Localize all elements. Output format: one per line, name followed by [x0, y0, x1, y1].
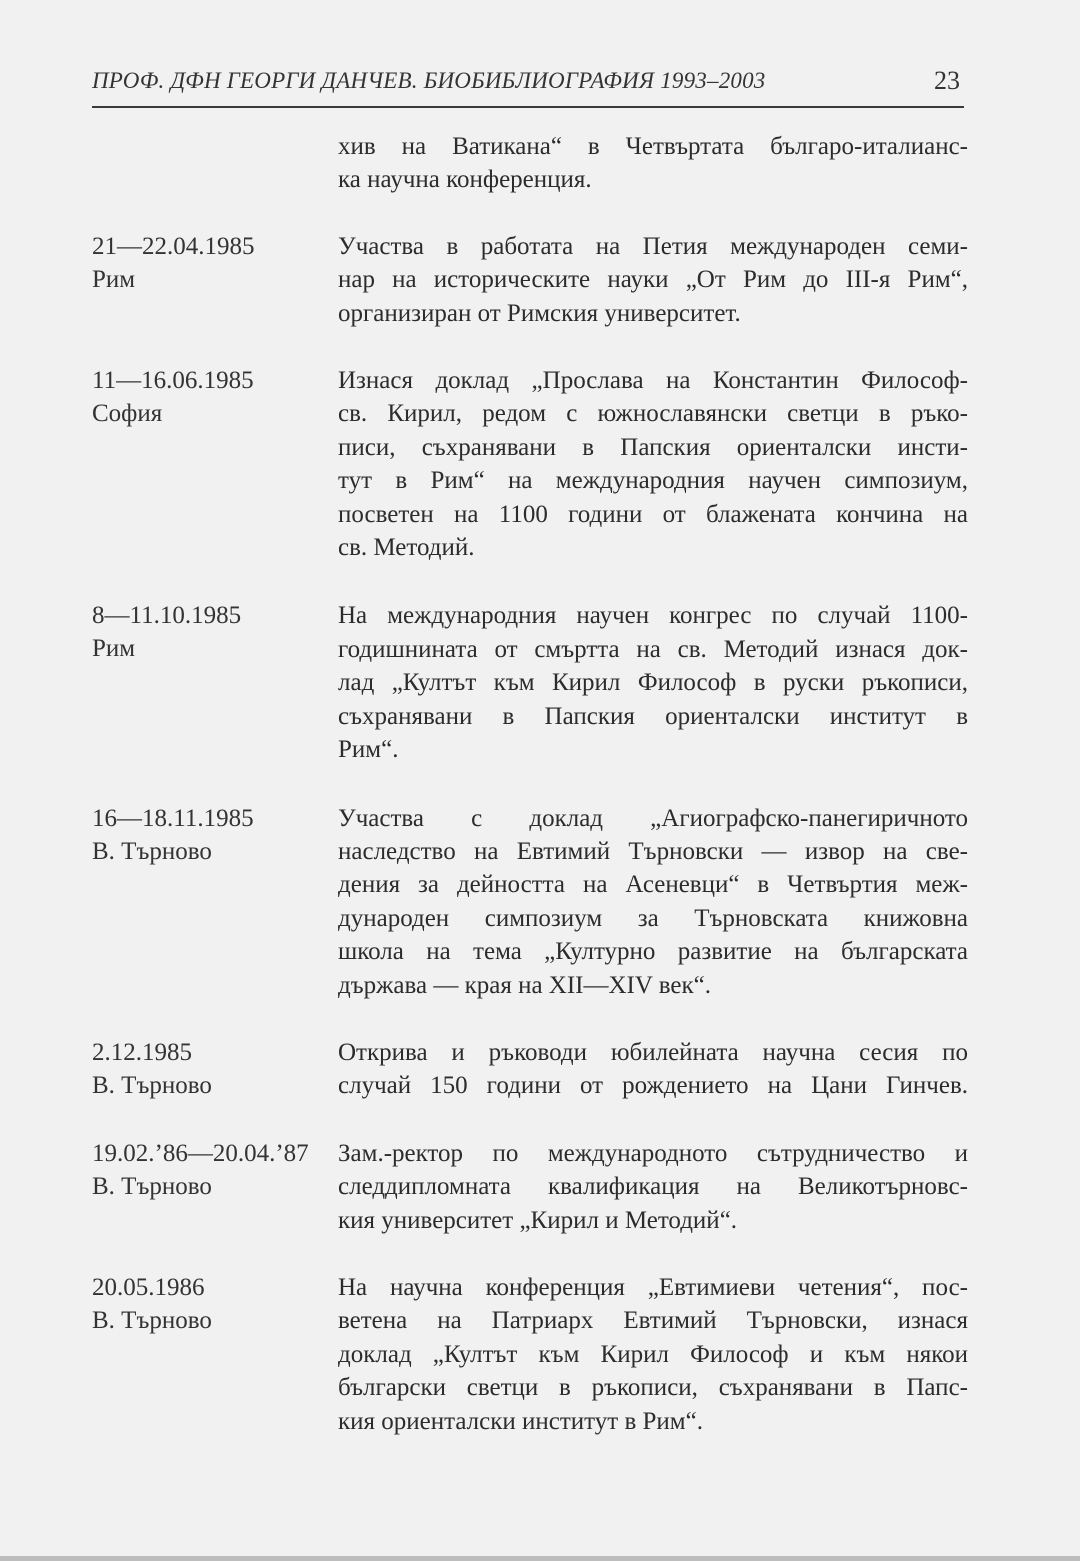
entry-meta — [92, 230, 338, 330]
entry-text-line: посветен на 1100 години от блажената кончина на — [338, 500, 968, 528]
entry-text-line: организиран от Римския университет. — [338, 299, 741, 327]
entry-text-line: нар на историческите науки „От Рим до III-я Рим“, — [338, 266, 968, 294]
entry-date: 2.12.1985 — [92, 1038, 192, 1066]
entry-meta — [92, 802, 338, 1002]
entry-meta — [92, 130, 338, 197]
entry-text-line: На научна конференция „Евтимиеви четения“, пос- — [338, 1273, 968, 1301]
entry-meta — [92, 364, 338, 564]
entry-date: 8—11.10.1985 — [92, 602, 242, 630]
entry-text — [338, 364, 968, 564]
chronology-entry — [92, 802, 968, 1002]
entry-text-line: тут в Рим“ на международния научен симпозиум, — [338, 467, 968, 495]
entry-meta — [92, 1036, 338, 1103]
entry-text-line: годишнината от смъртта на св. Методий изнася док- — [338, 635, 968, 663]
running-header — [92, 66, 964, 108]
entry-text-line: св. Кирил, редом с южнославянски светци в ръко- — [338, 400, 968, 428]
chronology-entry — [92, 599, 968, 766]
entry-place: В. Търново — [92, 1306, 212, 1334]
entry-place: София — [92, 400, 163, 428]
entry-text-line: кия ориенталски институт в Рим“. — [338, 1407, 703, 1435]
entry-text-line: ка научна конференция. — [338, 166, 592, 194]
entry-text — [338, 1137, 968, 1237]
entry-meta — [92, 1271, 338, 1438]
entry-date: 16—18.11.1985 — [92, 804, 254, 832]
entry-place: В. Търново — [92, 1071, 212, 1099]
entry-text — [338, 802, 968, 1002]
entry-text-line: Открива и ръководи юбилейната научна сесия по — [338, 1038, 968, 1066]
entry-text-line: Участва в работата на Петия международен семи- — [338, 232, 968, 260]
running-header-title: ПРОФ. ДФН ГЕОРГИ ДАНЧЕВ. БИОБИБЛИОГРАФИЯ 1993–2003 — [92, 68, 766, 93]
entry-text-line: държава — края на XII—XIV век“. — [338, 971, 711, 999]
entry-text-line: съхранявани в Папския ориенталски институт в — [338, 702, 968, 730]
entry-text-line: доклад „Култът към Кирил Философ и към някои — [338, 1340, 968, 1368]
entry-text-line: школа на тема „Културно развитие на българската — [338, 938, 968, 966]
entry-text-line: писи, съхранявани в Папския ориенталски инсти- — [338, 433, 968, 461]
entry-text-line: ветена на Патриарх Евтимий Търновски, изнася — [338, 1307, 968, 1335]
entry-text — [338, 230, 968, 330]
entry-text-line: български светци в ръкописи, съхранявани в Папс- — [338, 1374, 968, 1402]
entry-text — [338, 130, 968, 197]
entry-text-line: наследство на Евтимий Търновски — извор на све- — [338, 837, 968, 865]
entry-text-line: дународен симпозиум за Търновската книжовна — [338, 904, 968, 932]
entry-text-line: Участва с доклад „Агиографско-панегиричното — [338, 804, 968, 832]
entry-place — [92, 163, 338, 196]
chronology-entry — [92, 230, 968, 330]
chronology-list — [92, 130, 968, 1438]
entry-text — [338, 1036, 968, 1103]
entry-meta — [92, 599, 338, 766]
entry-text-line: Изнася доклад „Прослава на Константин Философ- — [338, 367, 968, 395]
chronology-entry — [92, 1271, 968, 1438]
entry-text-line: кия университет „Кирил и Методий“. — [338, 1206, 738, 1234]
entry-text-line: св. Методий. — [338, 534, 475, 562]
entry-date: 19.02.’86—20.04.’87 — [92, 1139, 309, 1167]
chronology-entry — [92, 1137, 968, 1237]
entry-text-line: случай 150 години от рождението на Цани Гинчев. — [338, 1072, 968, 1100]
chronology-entry — [92, 1036, 968, 1103]
entry-text — [338, 599, 968, 766]
entry-text-line: Рим“. — [338, 736, 399, 764]
entry-place: Рим — [92, 635, 136, 663]
entry-date: 21—22.04.1985 — [92, 232, 255, 260]
entry-place: Рим — [92, 265, 136, 293]
entry-date: 20.05.1986 — [92, 1273, 205, 1301]
entry-text-line: дения за дейността на Асеневци“ в Четвъртия меж- — [338, 871, 968, 899]
entry-text-line: следдипломната квалификация на Великотърновс- — [338, 1173, 968, 1201]
chronology-entry — [92, 364, 968, 564]
page-number: 23 — [934, 66, 960, 95]
entry-text-line: На международния научен конгрес по случай 1100- — [338, 602, 968, 630]
page-bottom-edge — [0, 1556, 1080, 1561]
entry-date — [92, 130, 338, 163]
entry-text-line: Зам.-ректор по международното сътрудничество и — [338, 1139, 968, 1167]
entry-text-line: хив на Ватикана“ в Четвъртата българо-италианс- — [338, 133, 968, 160]
chronology-entry — [92, 130, 968, 197]
entry-text — [338, 1271, 968, 1438]
entry-date: 11—16.06.1985 — [92, 367, 254, 395]
entry-text-line: лад „Култът към Кирил Философ в руски ръкописи, — [338, 669, 968, 697]
entry-meta — [92, 1137, 338, 1237]
entry-place: В. Търново — [92, 1172, 212, 1200]
entry-place: В. Търново — [92, 837, 212, 865]
